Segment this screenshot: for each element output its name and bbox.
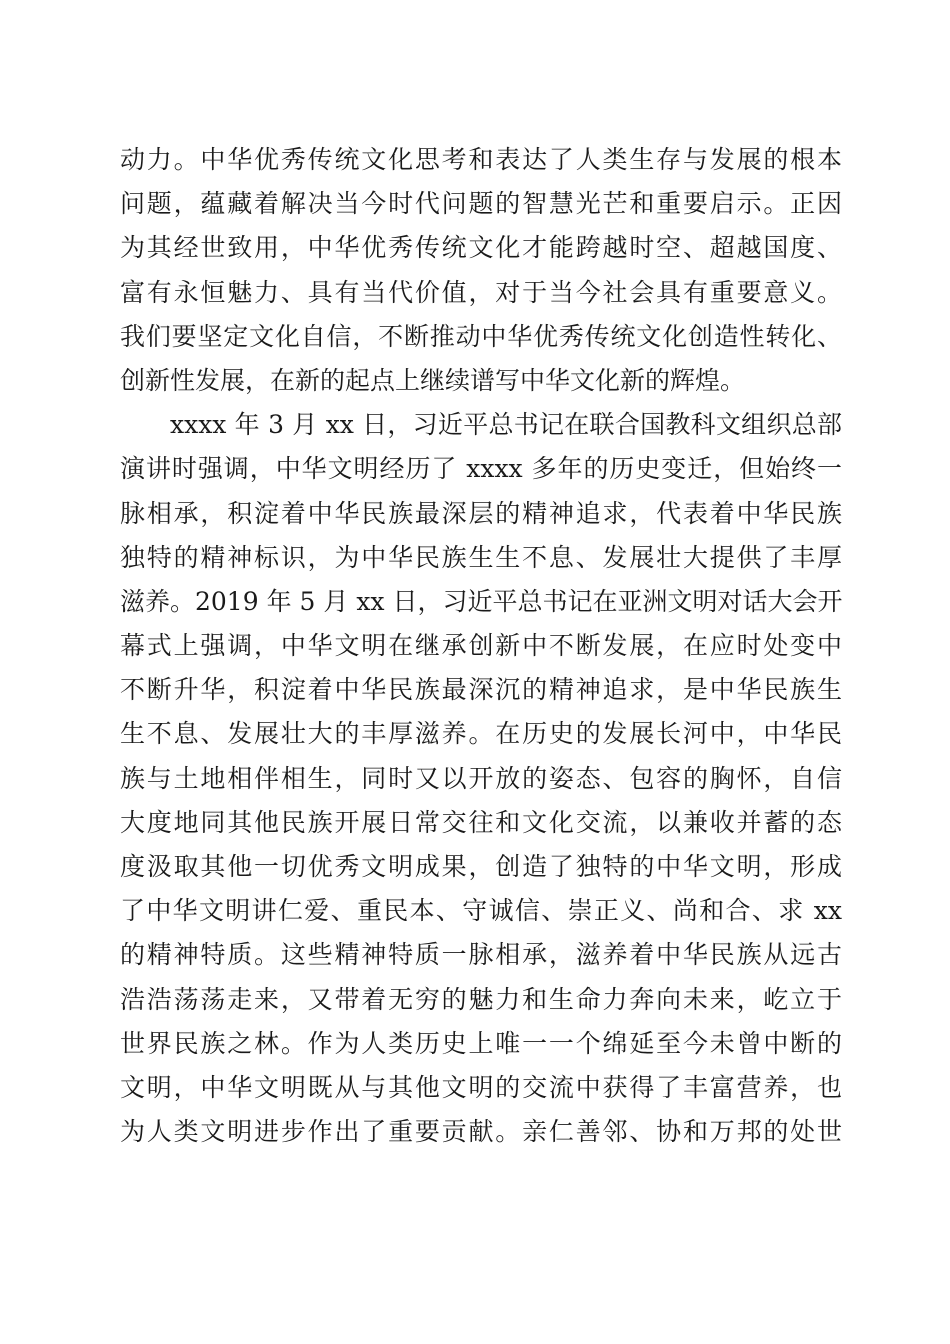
text-line: 世界民族之林。作为人类历史上唯一一个绵延至今未曾中断的 bbox=[120, 1028, 842, 1058]
text-line: 了中华文明讲仁爱、重民本、守诚信、崇正义、尚和合、求 xx bbox=[120, 896, 842, 926]
text-line: 我们要坚定文化自信，不断推动中华优秀传统文化创造性转化、 bbox=[120, 321, 842, 351]
text-line: 为其经世致用，中华优秀传统文化才能跨越时空、超越国度、 bbox=[120, 233, 842, 263]
text-line: 的精神特质。这些精神特质一脉相承，滋养着中华民族从远古 bbox=[120, 940, 842, 970]
text-line: 动力。中华优秀传统文化思考和表达了人类生存与发展的根本 bbox=[120, 145, 842, 174]
text-line: 富有永恒魅力、具有当代价值，对于当今社会具有重要意义。 bbox=[120, 277, 842, 307]
text-line: 为人类文明进步作出了重要贡献。亲仁善邻、协和万邦的处世 bbox=[120, 1117, 842, 1147]
text-line: 问题，蕴藏着解决当今时代问题的智慧光芒和重要启示。正因 bbox=[120, 189, 842, 219]
text-line: 浩浩荡荡走来，又带着无穷的魅力和生命力奔向未来，屹立于 bbox=[120, 984, 842, 1014]
text-line: 独特的精神标识，为中华民族生生不息、发展壮大提供了丰厚 bbox=[120, 542, 842, 572]
text-line: 度汲取其他一切优秀文明成果，创造了独特的中华文明，形成 bbox=[120, 852, 842, 881]
text-line: 不断升华，积淀着中华民族最深沉的精神追求，是中华民族生 bbox=[120, 675, 842, 705]
text-line: 生不息、发展壮大的丰厚滋养。在历史的发展长河中，中华民 bbox=[120, 719, 842, 749]
text-line: 创新性发展，在新的起点上继续谱写中华文化新的辉煌。 bbox=[120, 365, 746, 395]
text-line: 演讲时强调，中华文明经历了 xxxx 多年的历史变迁，但始终一 bbox=[120, 454, 842, 484]
text-line: 文明，中华文明既从与其他文明的交流中获得了丰富营养，也 bbox=[120, 1072, 842, 1102]
text-line: 大度地同其他民族开展日常交往和文化交流，以兼收并蓄的态 bbox=[120, 807, 842, 837]
text-line: 滋养。2019 年 5 月 xx 日，习近平总书记在亚洲文明对话大会开 bbox=[120, 586, 842, 616]
body-text bbox=[120, 138, 842, 1154]
text-line: xxxx 年 3 月 xx 日，习近平总书记在联合国教科文组织总部 bbox=[170, 410, 842, 440]
text-line: 幕式上强调，中华文明在继承创新中不断发展，在应时处变中 bbox=[120, 631, 842, 661]
text-line: 族与土地相伴相生，同时又以开放的姿态、包容的胸怀，自信 bbox=[120, 763, 842, 793]
text-line: 脉相承，积淀着中华民族最深层的精神追求，代表着中华民族 bbox=[120, 498, 842, 528]
